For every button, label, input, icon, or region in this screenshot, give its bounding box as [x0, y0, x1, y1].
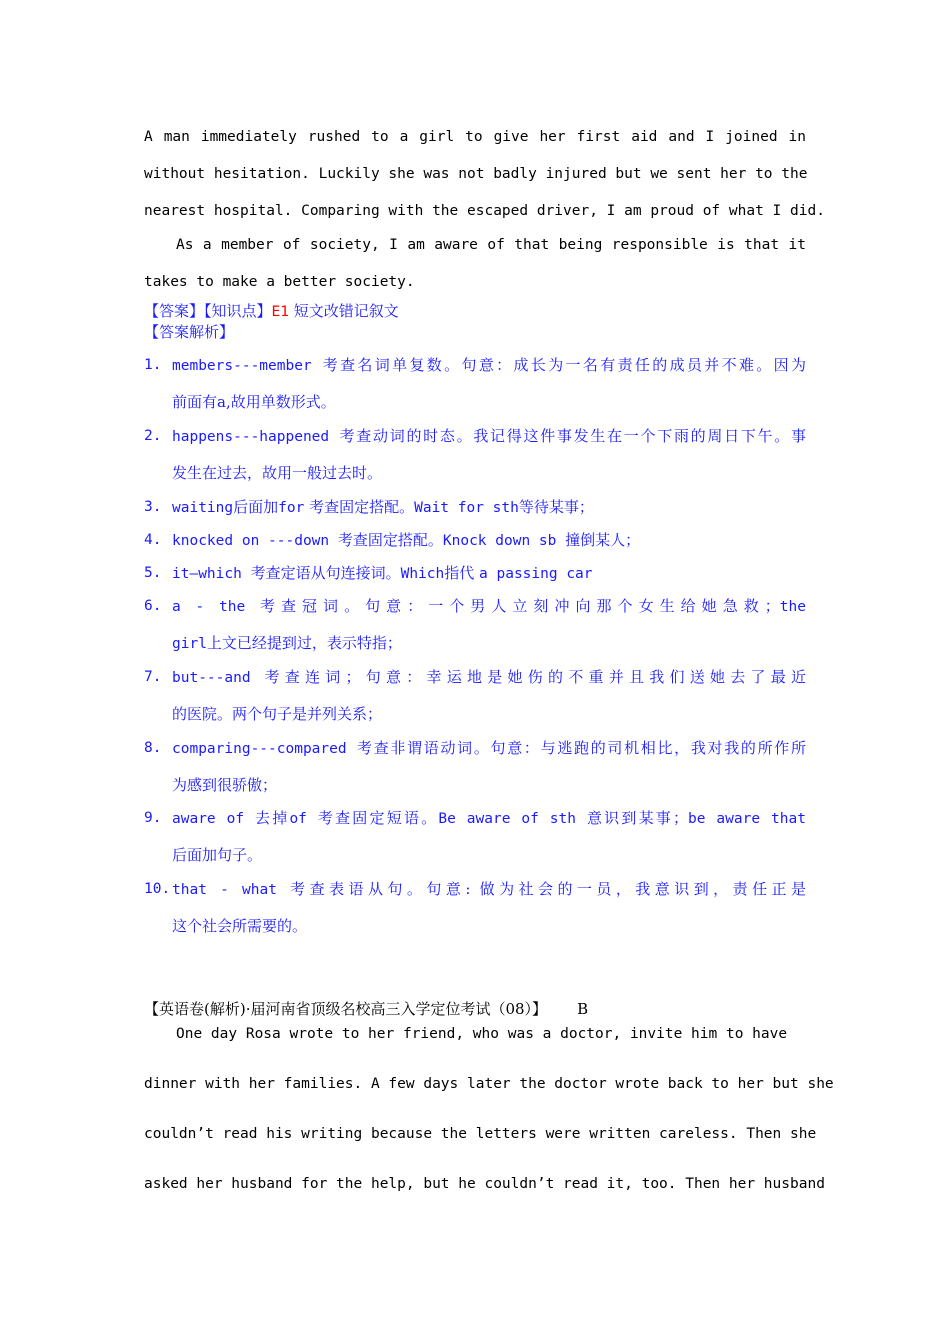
item-text: 后面加	[233, 498, 279, 516]
item-number: 9.	[144, 810, 162, 826]
item-text: 去掉	[255, 809, 290, 827]
item-number: 7.	[144, 669, 162, 685]
item-explanation: 考查固定搭配。	[337, 531, 443, 549]
item-number: 5.	[144, 565, 162, 581]
knowledge-topic: 短文改错记叙文	[289, 302, 399, 320]
item-keyword: Which	[400, 566, 445, 582]
item-explanation: 意识到某事；	[586, 809, 689, 827]
item-explanation: 考查固定搭配。	[304, 498, 415, 516]
passage-line-1: A man immediately rushed to a girl to give her first aid and I joined in	[144, 129, 806, 145]
item-explanation: 考查冠词。句意：一个男人立刻冲向那个女生给她急救；	[259, 597, 780, 615]
item-number: 6.	[144, 598, 162, 614]
item-explanation: 考查表语从句。句意: 做为社会的一员，我意识到，责任正是	[290, 880, 807, 898]
item-explanation: 等待某事；	[518, 498, 594, 516]
item-correction: a - the	[172, 599, 260, 615]
item-explanation: 考查定语从句连接词。	[250, 564, 401, 582]
item-correction: it—which	[172, 566, 251, 582]
item-correction: but---and	[172, 670, 265, 686]
item-explanation-cont: 的医院。两个句子是并列关系；	[172, 705, 383, 723]
passage2-line-2: dinner with her families. A few days later the doctor wrote back to her but she	[144, 1076, 834, 1092]
item-number: 1.	[144, 357, 162, 373]
item-keyword: Be aware of sth	[438, 811, 587, 827]
item-number: 3.	[144, 499, 162, 515]
item-correction: that - what	[172, 882, 291, 898]
item-explanation-cont: 这个社会所需要的。	[172, 917, 308, 935]
item-keyword: of	[289, 811, 318, 827]
item-explanation-cont: 上文已经提到过，表示特指；	[206, 634, 402, 652]
item-explanation: 考查连词；句意：幸运地是她伤的不重并且我们送她去了最近	[264, 668, 806, 686]
passage2-line-1: One day Rosa wrote to her friend, who was a doctor, invite him to have	[176, 1026, 788, 1042]
item-explanation: 考查动词的时态。我记得这件事发生在一个下雨的周日下午。事	[339, 427, 806, 445]
item-explanation-cont: 为感到很骄傲；	[172, 776, 278, 794]
item-explanation: 考查名词单复数。句意：成长为一名有责任的成员并不难。因为	[322, 356, 806, 374]
item-keyword: the	[779, 599, 806, 615]
item-keyword: be aware that	[688, 811, 806, 827]
item-number: 10.	[144, 881, 171, 897]
section-title-text: 【英语卷(解析)·届河南省顶级名校高三入学定位考试（08）】	[144, 1000, 548, 1018]
section-title	[144, 999, 806, 1019]
item-correction: happens---happened	[172, 429, 340, 445]
knowledge-label: 【知识点】	[204, 302, 272, 320]
passage2-line-3: couldn’t read his writing because the letters were written careless. Then she	[144, 1126, 817, 1142]
item-number: 8.	[144, 740, 162, 756]
section-letter: B	[577, 1000, 589, 1018]
passage-line-3: nearest hospital. Comparing with the escaped driver, I am proud of what I did.	[144, 203, 825, 219]
item-correction: members---member	[172, 358, 323, 374]
item-correction: waiting	[172, 500, 234, 516]
item-keyword: Knock down sb	[442, 533, 566, 549]
item-explanation: 考查固定短语。	[317, 809, 439, 827]
analysis-header: 【答案解析】	[144, 323, 235, 341]
item-number: 4.	[144, 532, 162, 548]
item-explanation-cont: 后面加句子。	[172, 846, 263, 864]
item-correction: aware of	[172, 811, 256, 827]
item-explanation: 指代	[444, 564, 480, 582]
item-keyword: a passing car	[479, 566, 593, 582]
item-explanation: 考查非谓语动词。句意：与逃跑的司机相比，我对我的所作所	[357, 739, 806, 757]
knowledge-code: E1	[271, 304, 289, 320]
passage2-line-4: asked her husband for the help, but he couldn’t read it, too. Then her husband	[144, 1176, 825, 1192]
answer-header	[144, 301, 806, 322]
passage-line-2: without hesitation. Luckily she was not badly injured but we sent her to the	[144, 166, 808, 182]
answer-label: 【答案】	[144, 302, 205, 320]
item-keyword: for	[278, 500, 305, 516]
item-keyword: Wait for sth	[414, 500, 519, 516]
item-explanation-cont: 发生在过去，故用一般过去时。	[172, 464, 383, 482]
item-keyword: girl	[172, 636, 207, 652]
item-explanation-cont: 前面有a,故用单数形式。	[172, 393, 336, 411]
item-correction: knocked on ---down	[172, 533, 338, 549]
item-number: 2.	[144, 428, 162, 444]
item-correction: comparing---compared	[172, 741, 358, 757]
passage-line-4: As a member of society, I am aware of that being responsible is that it	[176, 237, 806, 253]
item-explanation: 撞倒某人；	[565, 531, 641, 549]
passage-line-5: takes to make a better society.	[144, 274, 415, 290]
